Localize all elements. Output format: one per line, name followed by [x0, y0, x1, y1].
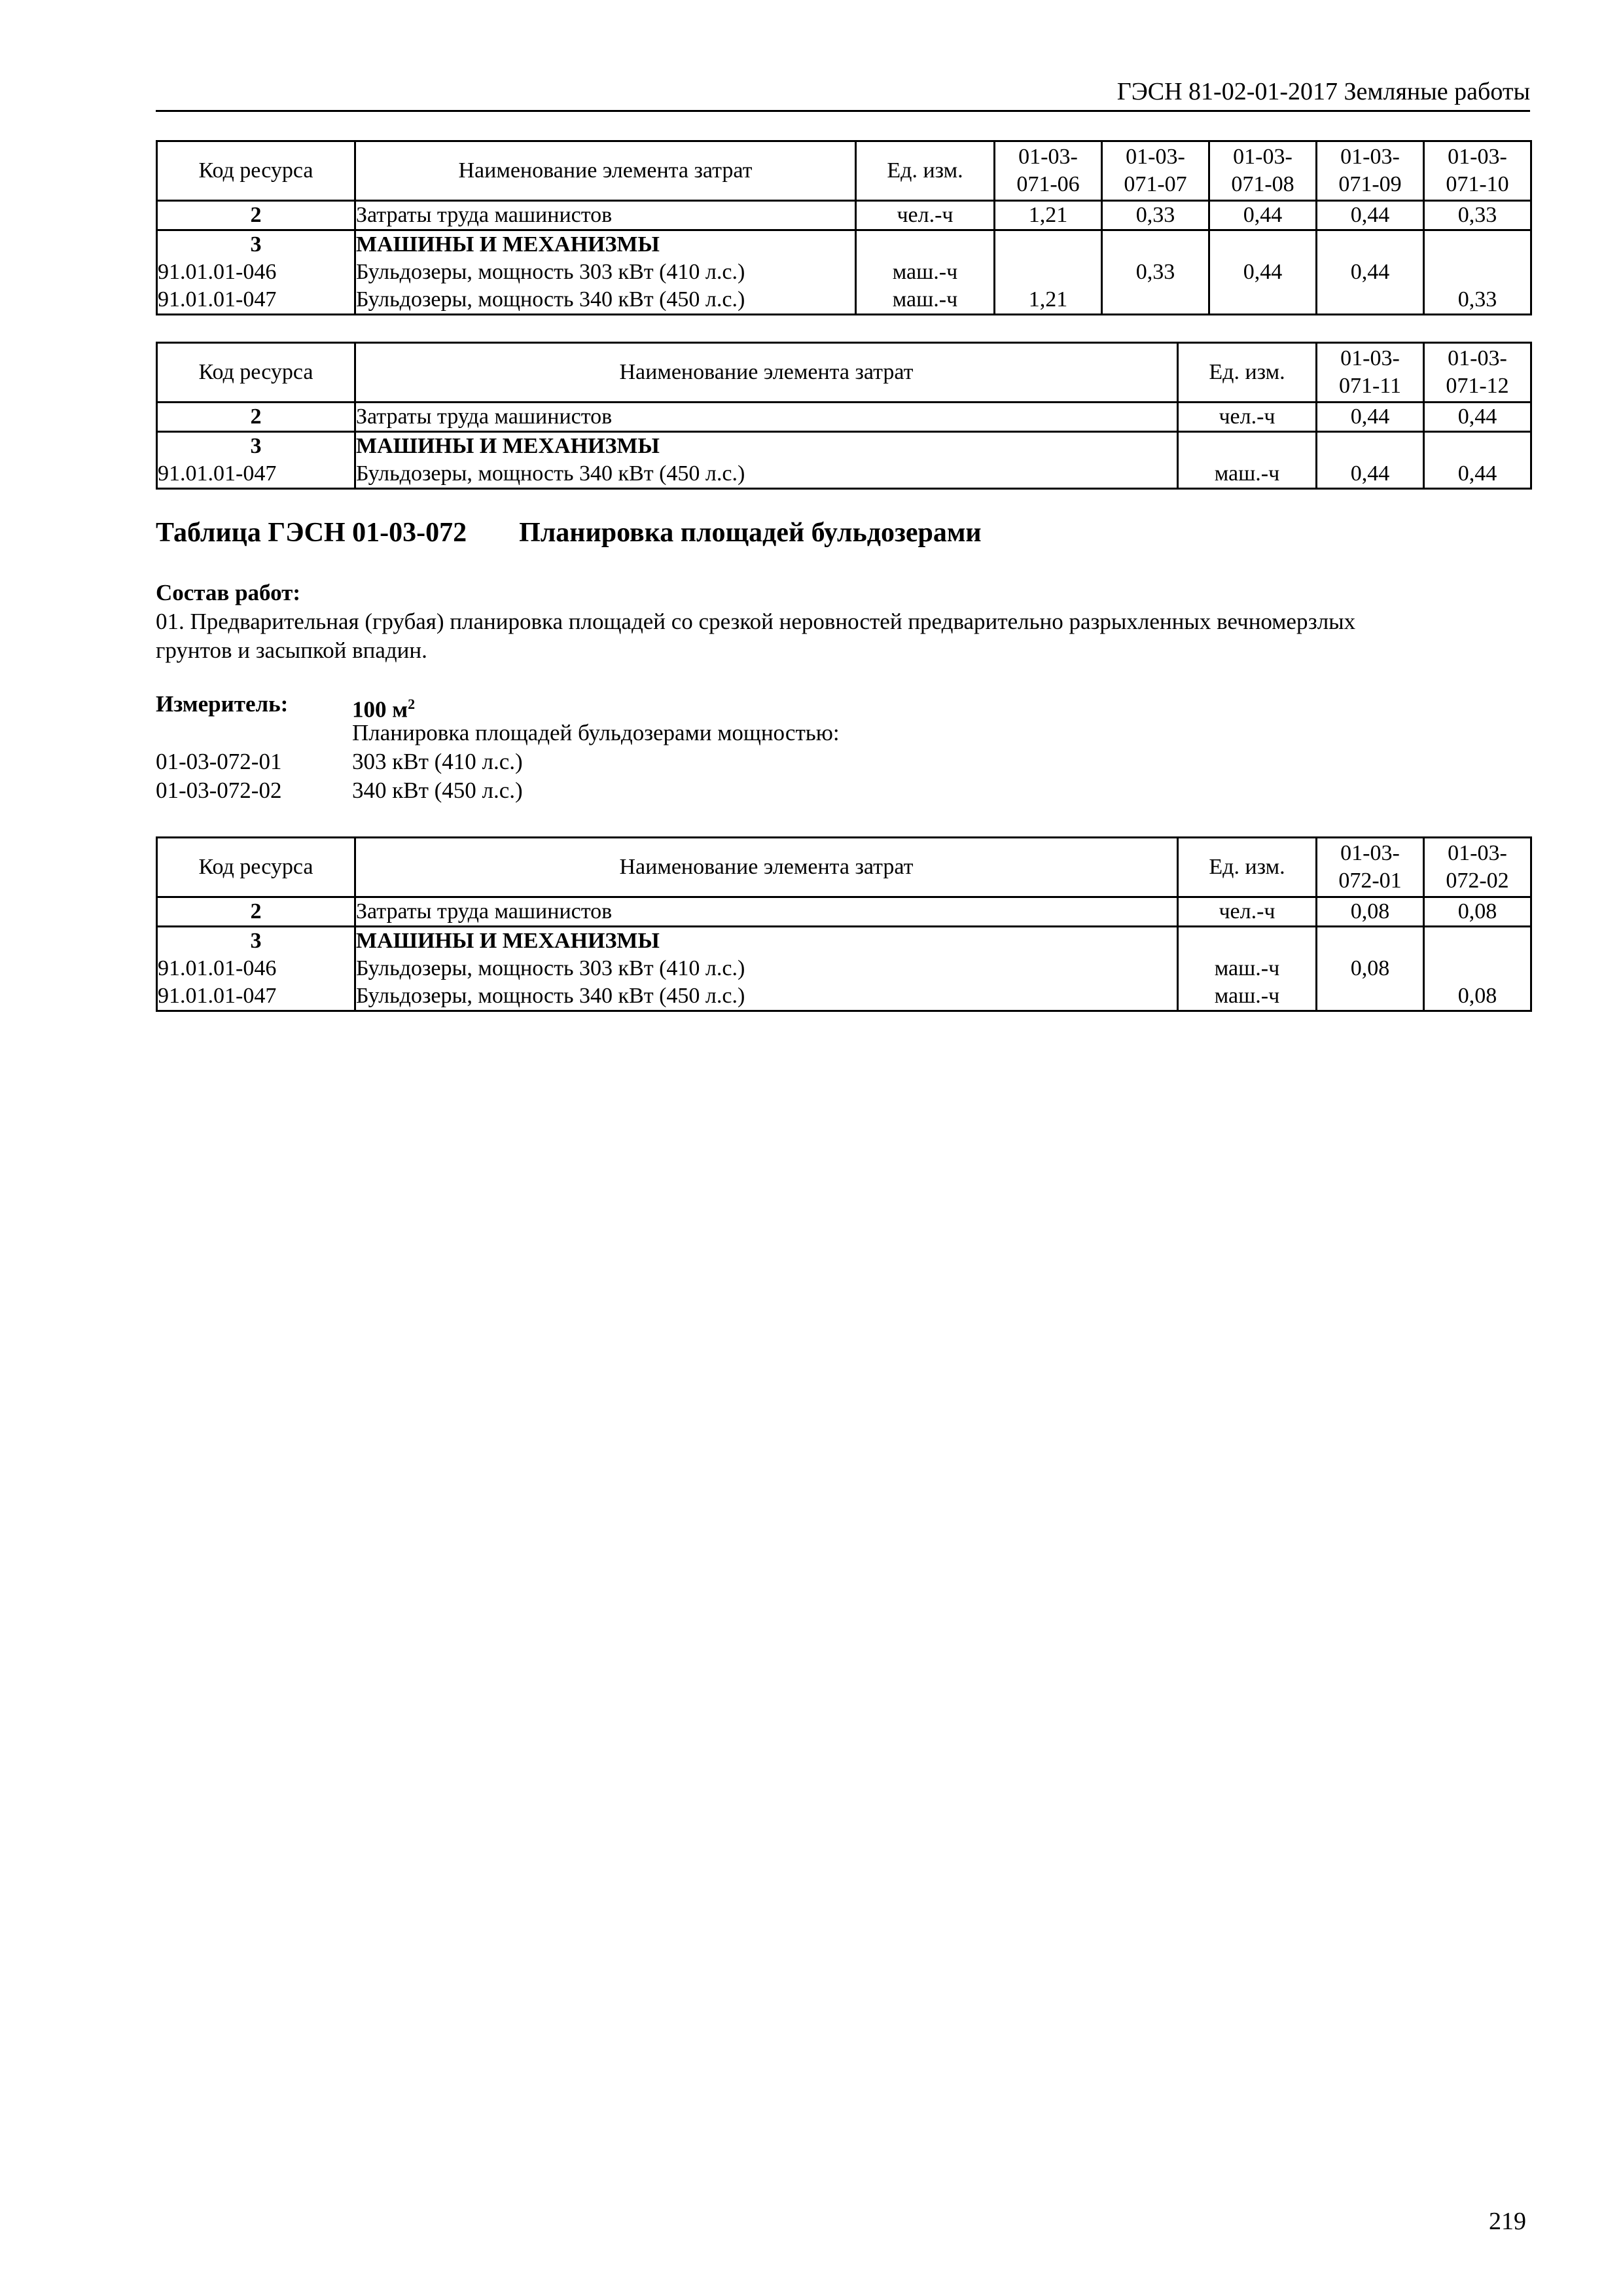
norm-text: 303 кВт (410 л.с.) [352, 749, 523, 774]
work-composition-label: Состав работ: [156, 580, 300, 605]
table-row: 91.01.01-047 Бульдозеры, мощность 340 кВт (450 л.с.) маш.-ч 0,44 0,44 [157, 460, 1531, 489]
column-header-norm: 01-03- 071-12 [1424, 343, 1531, 403]
table-row: 2 Затраты труда машинистов чел.-ч 0,08 0,08 [157, 897, 1531, 927]
resource-table-071-11-12 [156, 342, 1532, 490]
table-row: 91.01.01-046 Бульдозеры, мощность 303 кВт (410 л.с.) маш.-ч 0,33 0,44 0,44 [157, 259, 1531, 286]
table-row: 3 МАШИНЫ И МЕХАНИЗМЫ [157, 927, 1531, 956]
table-row: 91.01.01-047 Бульдозеры, мощность 340 кВт (450 л.с.) маш.-ч 0,08 [157, 982, 1531, 1011]
table-row: 3 МАШИНЫ И МЕХАНИЗМЫ [157, 230, 1531, 259]
norm-code: 01-03-072-02 [156, 778, 282, 803]
table-row: 2 Затраты труда машинистов чел.-ч 1,21 0,33 0,44 0,44 0,33 [157, 201, 1531, 230]
column-header-name: Наименование элемента затрат [355, 343, 1178, 403]
column-header-norm: 01-03- 072-01 [1317, 838, 1424, 897]
meter-label: Измеритель: [156, 691, 289, 717]
table-header-row [157, 141, 1531, 201]
table-id: Таблица ГЭСН 01-03-072 [156, 518, 467, 548]
table-row: 91.01.01-047 Бульдозеры, мощность 340 кВт (450 л.с.) маш.-ч 1,21 0,33 [157, 286, 1531, 315]
table-title [156, 517, 1034, 548]
meter-value: 100 $м^2$ [352, 696, 416, 723]
meter-description: Планировка площадей бульдозерами мощностью: [352, 720, 840, 745]
column-header-unit: Ед. изм. [1178, 343, 1317, 403]
column-header-code: Код ресурса [157, 141, 355, 201]
column-header-code: Код ресурса [157, 343, 355, 403]
column-header-norm: 01-03- 071-08 [1209, 141, 1317, 201]
running-header: ГЭСН 81-02-01-2017 Земляные работы [156, 73, 1530, 112]
column-header-name: Наименование элемента затрат [355, 838, 1178, 897]
column-header-norm: 01-03- 071-10 [1424, 141, 1531, 201]
column-header-norm: 01-03- 071-07 [1102, 141, 1209, 201]
work-composition-line: 01. Предварительная (грубая) планировка площадей со срезкой неровностей предварительно разрыхленных вечномерзлых [156, 609, 1356, 634]
column-header-name: Наименование элемента затрат [355, 141, 856, 201]
column-header-unit: Ед. изм. [856, 141, 995, 201]
column-header-norm: 01-03- 071-09 [1317, 141, 1424, 201]
norm-code: 01-03-072-01 [156, 749, 282, 774]
column-header-unit: Ед. изм. [1178, 838, 1317, 897]
table-name: Планировка площадей бульдозерами [519, 518, 982, 548]
column-header-norm: 01-03- 072-02 [1424, 838, 1531, 897]
page-number: 219 [1489, 2208, 1526, 2235]
norm-text: 340 кВт (450 л.с.) [352, 778, 523, 803]
table-header-row [157, 343, 1531, 403]
column-header-norm: 01-03- 071-06 [995, 141, 1102, 201]
column-header-code: Код ресурса [157, 838, 355, 897]
table-row: 2 Затраты труда машинистов чел.-ч 0,44 0,44 [157, 403, 1531, 432]
table-row: 91.01.01-046 Бульдозеры, мощность 303 кВт (410 л.с.) маш.-ч 0,08 [157, 955, 1531, 982]
work-composition-line: грунтов и засыпкой впадин. [156, 637, 427, 663]
resource-table-071-06-10 [156, 140, 1532, 315]
table-header-row [157, 838, 1531, 897]
table-row: 3 МАШИНЫ И МЕХАНИЗМЫ [157, 432, 1531, 461]
resource-table-072 [156, 836, 1532, 1012]
column-header-norm: 01-03- 071-11 [1317, 343, 1424, 403]
work-composition [156, 579, 1530, 665]
